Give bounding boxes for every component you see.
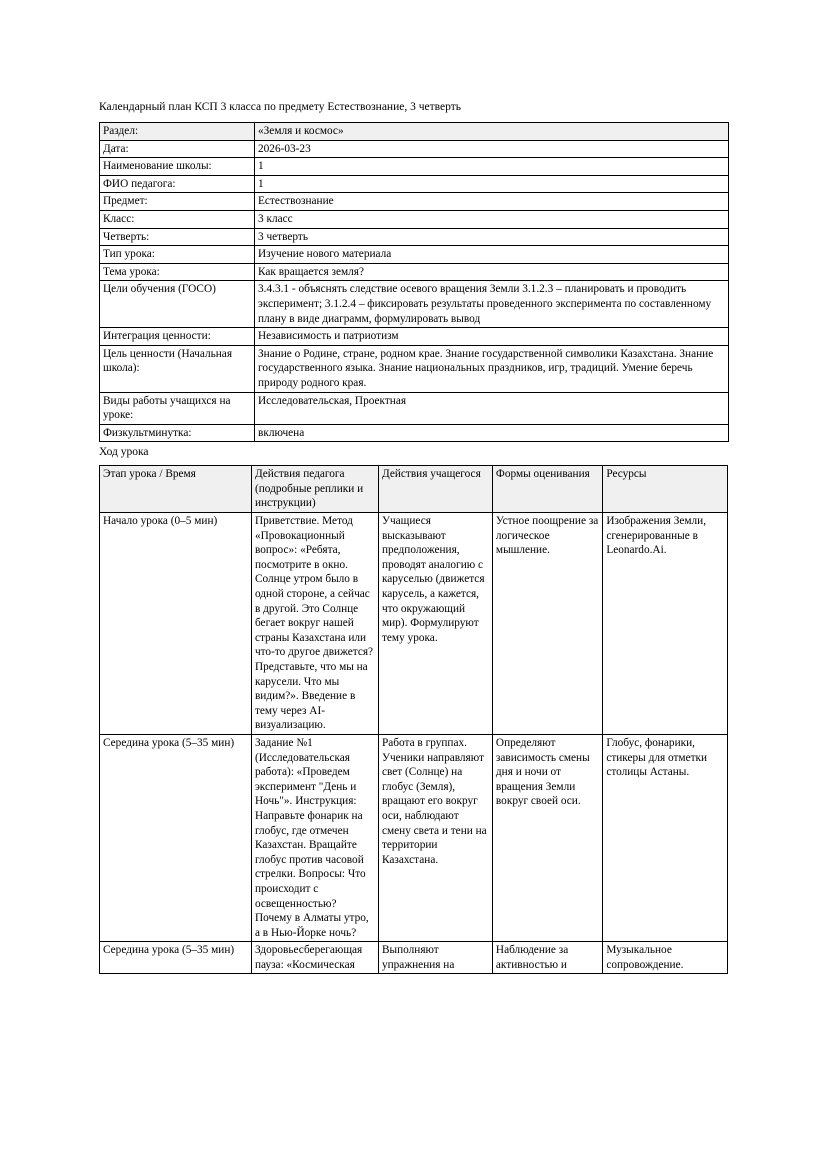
- cell-assessment: Устное поощрение за логическое мышление.: [492, 513, 602, 735]
- section-heading: Ход урока: [99, 446, 149, 459]
- table-row: [100, 193, 729, 211]
- table-row: [100, 328, 729, 346]
- table-row: [100, 392, 729, 424]
- cell-stage: Середина урока (5–35 мин): [100, 942, 252, 974]
- cell-assessment: Наблюдение за активностью и: [492, 942, 602, 974]
- info-label: Дата:: [100, 140, 255, 158]
- cell-teacher-actions: Здоровьесберегающая пауза: «Космическая: [251, 942, 378, 974]
- table-row: [100, 942, 728, 974]
- column-header-assessment: Формы оценивания: [492, 466, 602, 513]
- info-label: Тип урока:: [100, 246, 255, 264]
- cell-stage: Середина урока (5–35 мин): [100, 734, 252, 941]
- info-label: Физкультминутка:: [100, 424, 255, 442]
- cell-resources: Глобус, фонарики, стикеры для отметки столицы Астаны.: [603, 734, 728, 941]
- info-value: 3 четверть: [255, 228, 729, 246]
- cell-student-actions: Выполняют упражнения на: [378, 942, 492, 974]
- table-row: [100, 513, 728, 735]
- info-label: Наименование школы:: [100, 158, 255, 176]
- info-value: 1: [255, 175, 729, 193]
- cell-assessment: Определяют зависимость смены дня и ночи от вращения Земли вокруг своей оси.: [492, 734, 602, 941]
- info-label: Интеграция ценности:: [100, 328, 255, 346]
- table-row: [100, 424, 729, 442]
- cell-teacher-actions: Приветствие. Метод «Провокационный вопрос»: «Ребята, посмотрите в окно. Солнце утром было в одной стороне, а сейчас в другой. Это Солнце бегает вокруг нашей страны Казахстана или что-то другое движется? Представьте, что мы на карусели. Что мы видим?». Введение в тему через AI-визуализацию.: [251, 513, 378, 735]
- table-row: [100, 175, 729, 193]
- column-header-stage: Этап урока / Время: [100, 466, 252, 513]
- info-value: 3.4.3.1 - объяснять следствие осевого вращения Земли 3.1.2.3 – планировать и проводить эксперимент; 3.1.2.4 – фиксировать результаты проведенного эксперимента по составленному плану в виде диаграмм, формулировать вывод: [255, 281, 729, 328]
- table-row: [100, 228, 729, 246]
- info-value: 3 класс: [255, 210, 729, 228]
- table-row: [100, 345, 729, 392]
- info-label: ФИО педагога:: [100, 175, 255, 193]
- column-header-teacher-actions: Действия педагога (подробные реплики и инструкции): [251, 466, 378, 513]
- info-label: Цель ценности (Начальная школа):: [100, 345, 255, 392]
- cell-resources: Музыкальное сопровождение.: [603, 942, 728, 974]
- lesson-info-table: [99, 122, 729, 442]
- info-label: Четверть:: [100, 228, 255, 246]
- cell-student-actions: Работа в группах. Ученики направляют свет (Солнце) на глобус (Земля), вращают его вокруг оси, наблюдают смену света и тени на территории Казахстана.: [378, 734, 492, 941]
- document-content: [99, 100, 728, 974]
- info-label: Цели обучения (ГОСО): [100, 281, 255, 328]
- info-value: Как вращается земля?: [255, 263, 729, 281]
- info-label: Предмет:: [100, 193, 255, 211]
- info-value: 2026-03-23: [255, 140, 729, 158]
- table-row: [100, 210, 729, 228]
- info-value: Изучение нового материала: [255, 246, 729, 264]
- table-row: [100, 246, 729, 264]
- table-header-row: [100, 466, 728, 513]
- lesson-table-body: [100, 513, 728, 974]
- info-value: «Земля и космос»: [255, 123, 729, 141]
- info-label: Класс:: [100, 210, 255, 228]
- table-row: [100, 734, 728, 941]
- table-row: [100, 263, 729, 281]
- cell-stage: Начало урока (0–5 мин): [100, 513, 252, 735]
- table-row: [100, 123, 729, 141]
- column-header-resources: Ресурсы: [603, 466, 728, 513]
- cell-resources: Изображения Земли, сгенерированные в Leonardo.Ai.: [603, 513, 728, 735]
- info-value: Знание о Родине, стране, родном крае. Знание государственной символики Казахстана. Знание государственного языка. Знание национальных праздников, игр, традиций. Умение беречь природу родного края.: [255, 345, 729, 392]
- info-value: Естествознание: [255, 193, 729, 211]
- info-label: Виды работы учащихся на уроке:: [100, 392, 255, 424]
- table-row: [100, 140, 729, 158]
- lesson-flow-table: [99, 465, 728, 974]
- table-row: [100, 158, 729, 176]
- info-table-body: [100, 123, 729, 442]
- cell-teacher-actions: Задание №1 (Исследовательская работа): «Проведем эксперимент "День и Ночь"». Инструкция: Направьте фонарик на глобус, где отмечен Казахстан. Вращайте глобус против часовой стрелки. Вопросы: Что происходит с освещенностью? Почему в Алматы утро, а в Нью-Йорке ночь?: [251, 734, 378, 941]
- info-value: Исследовательская, Проектная: [255, 392, 729, 424]
- lesson-table-header: [100, 466, 728, 513]
- info-value: включена: [255, 424, 729, 442]
- info-label: Тема урока:: [100, 263, 255, 281]
- table-row: [100, 281, 729, 328]
- page-title: Календарный план КСП 3 класса по предмету Естествознание, 3 четверть: [99, 101, 461, 113]
- info-value: 1: [255, 158, 729, 176]
- info-label: Раздел:: [100, 123, 255, 141]
- column-header-student-actions: Действия учащегося: [378, 466, 492, 513]
- info-value: Независимость и патриотизм: [255, 328, 729, 346]
- cell-student-actions: Учащиеся высказывают предположения, проводят аналогию с каруселью (движется карусель, а кажется, что окружающий мир). Формулируют тему урока.: [378, 513, 492, 735]
